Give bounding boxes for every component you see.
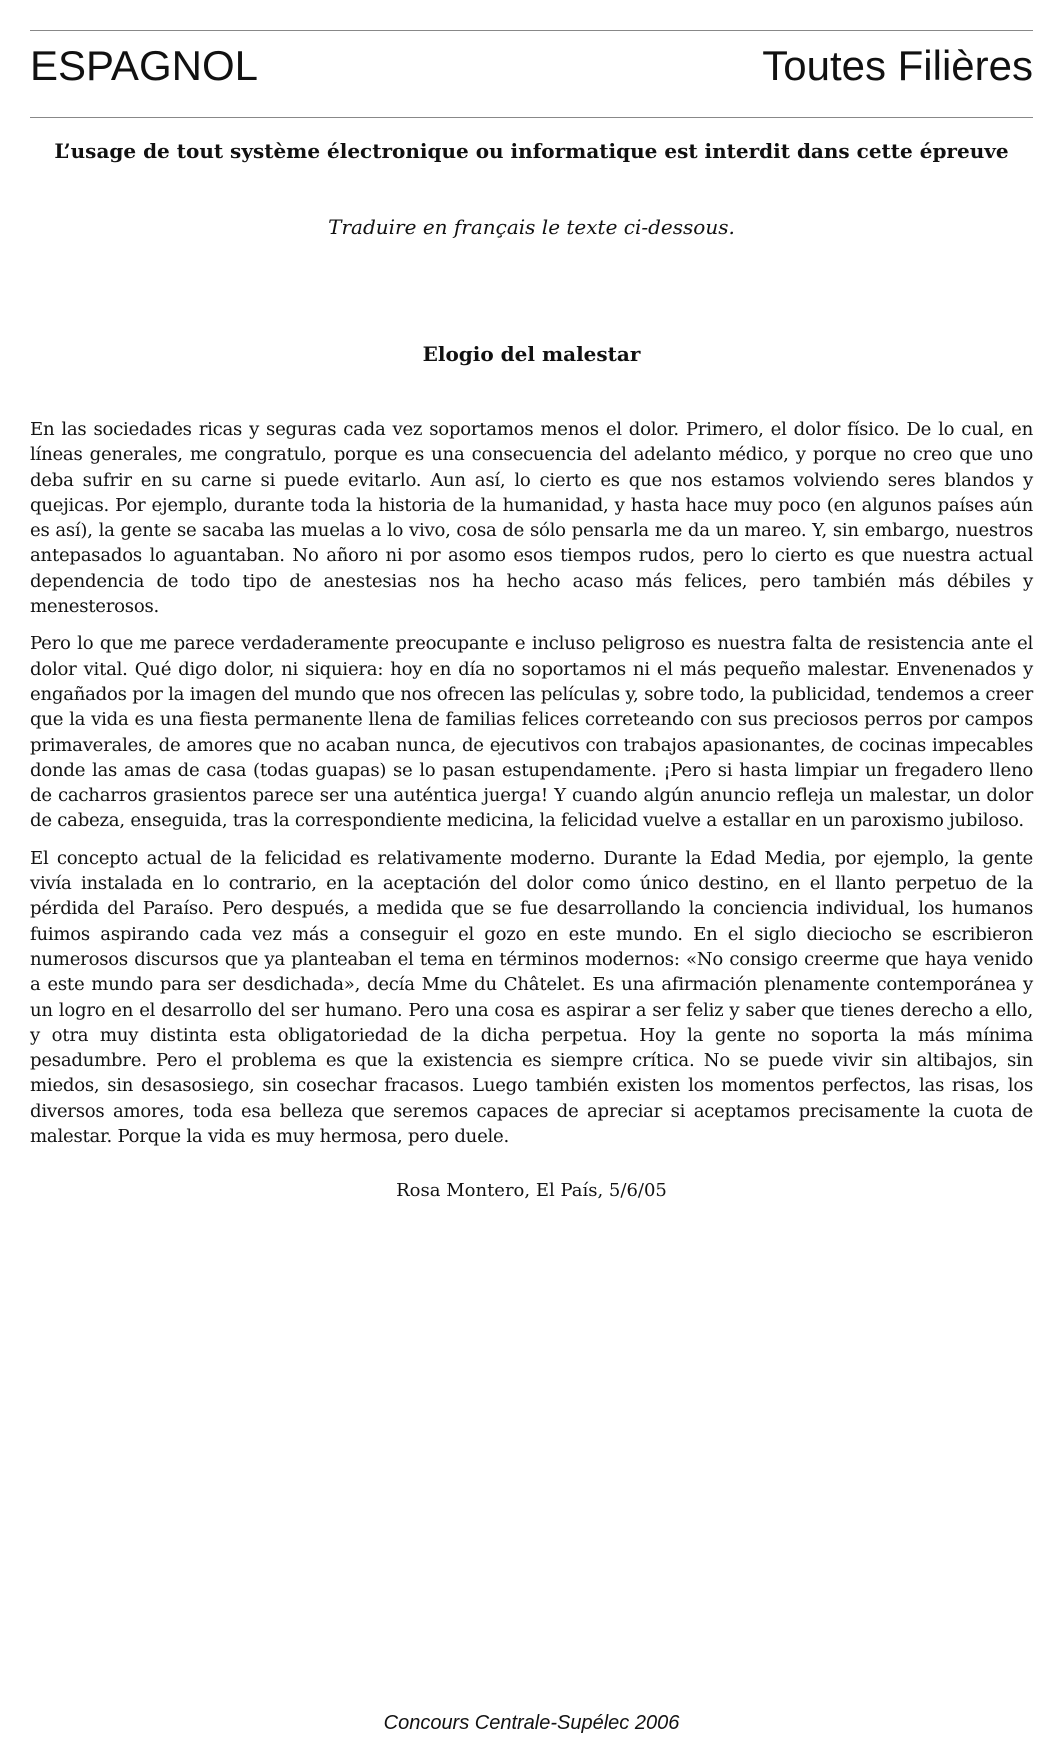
article-title: Elogio del malestar <box>422 342 641 366</box>
exam-notice: L’usage de tout système électronique ou informatique est interdit dans cette épreuve <box>54 139 1009 163</box>
subject-heading: ESPAGNOL <box>30 42 258 89</box>
article-paragraph-3: El concepto actual de la felicidad es relativamente moderno. Durante la Edad Media, por ejemplo, la gente vivía instalada en lo contrario, en la aceptación del dolor como único destino, en el llanto perpetuo de la pérdida del Paraíso. Pero después, a medida que se fue desarrollando la conciencia individual, los humanos fuimos aspirando cada vez más a conseguir el gozo en este mundo. En el siglo dieciocho se escribieron numerosos discursos que ya planteaban el tema en términos modernos: «No consigo creerme que haya venido a este mundo para ser desdichada», decía Mme du Châtelet. Es una afirmación plenamente contemporánea y un logro en el desarrollo del ser humano. Pero una cosa es aspirar a ser feliz y saber que tienes derecho a ello, y otra muy distinta esta obligatoriedad de la dicha perpetua. Hoy la gente no soporta la más mínima pesadumbre. Pero el problema es que la existencia es siempre crítica. No se puede vivir sin altibajos, sin miedos, sin desasosiego, sin cosechar fracasos. Luego también existen los momentos perfectos, las risas, los diversos amores, toda esa belleza que seremos capaces de apreciar si aceptamos precisamente la cuota de malestar. Porque la vida es muy hermosa, pero duele. <box>30 847 1033 1148</box>
article-paragraph-2: Pero lo que me parece verdaderamente preocupante e incluso peligroso es nuestra falta de resistencia ante el dolor vital. Qué digo dolor, ni siquiera: hoy en día no soportamos ni el más pequeño malestar. Envenenados y engañados por la imagen del mundo que nos ofrecen las películas y, sobre todo, la publicidad, tendemos a creer que la vida es una fiesta permanente llena de familias felices correteando con sus preciosos perros por campos primaverales, de amores que no acaban nunca, de ejecutivos con trabajos apasionantes, de cocinas impecables donde las amas de casa (todas guapas) se lo pasan estupendamente. ¡Pero si hasta limpiar un fregadero lleno de cacharros grasientos parece ser una auténtica juerga! Y cuando algún anuncio refleja un malestar, un dolor de cabeza, enseguida, tras la correspondiente medicina, la felicidad vuelve a estallar en un paroxismo jubiloso. <box>30 633 1033 832</box>
article-attribution: Rosa Montero, El País, 5/6/05 <box>396 1180 667 1201</box>
page-footer: Concours Centrale-Supélec 2006 <box>383 1712 680 1734</box>
article-paragraph-1: En las sociedades ricas y seguras cada vez soportamos menos el dolor. Primero, el dolor físico. De lo cual, en líneas generales, me congratulo, porque es una consecuencia del adelanto médico, y porque no creo que uno deba sufrir en su carne si puede evitarlo. Aun así, lo cierto es que nos estamos volviendo seres blandos y quejicas. Por ejemplo, durante toda la historia de la humanidad, y hasta hace muy poco (en algunos países aún es así), la gente se sacaba las muelas a lo vivo, cosa de sólo pensarla me da un mareo. Y, sin embargo, nuestros antepasados lo aguantaban. No añoro ni por asomo esos tiempos rudos, pero lo cierto es que nuestra actual dependencia de todo tipo de anestesias nos ha hecho acaso más felices, pero también más débiles y menesterosos. <box>30 419 1033 618</box>
article-body <box>30 417 1033 1161</box>
header-top-rule <box>30 30 1033 31</box>
translation-instruction: Traduire en français le texte ci-dessous. <box>328 215 735 239</box>
header-bottom-rule <box>30 117 1033 118</box>
track-heading: Toutes Filières <box>762 42 1033 89</box>
